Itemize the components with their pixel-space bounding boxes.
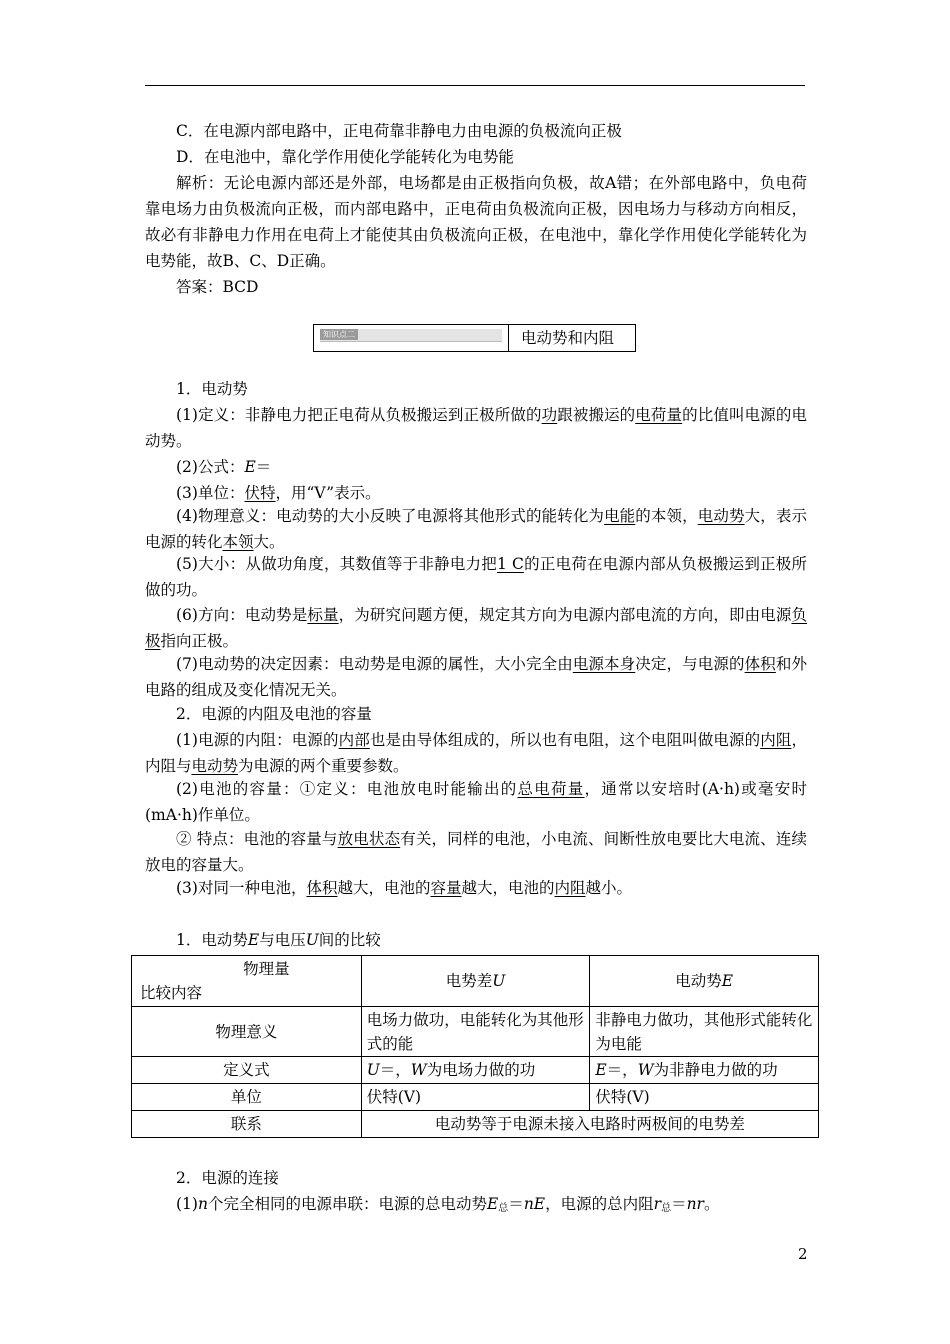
page-number: 2 — [798, 1245, 808, 1263]
cell-formula-u: U＝，W为电场力做的功 — [361, 1057, 590, 1084]
option-c: C．在电源内部电路中，正电荷靠非静电力由电源的负极流向正极 — [176, 122, 622, 140]
row-label-formula: 定义式 — [132, 1057, 362, 1084]
emf-formula: (2)公式：E＝ — [176, 458, 272, 476]
table-row — [132, 1111, 819, 1138]
comparison-table — [131, 955, 819, 1138]
cell-unit-e: 伏特(V) — [590, 1084, 819, 1111]
header-rule — [145, 85, 805, 86]
cell-relation: 电动势等于电源未接入电路时两极间的电势差 — [361, 1111, 818, 1138]
capacity-feature: ② 特点：电池的容量与放电状态有关，同样的电池，小电流、间断性放电要比大电流、连续放电的容量大。 — [145, 830, 807, 874]
emf-direction: (6)方向：电动势是标量，为研究问题方便，规定其方向为电源内部电流的方向，即由电源负极指向正极。 — [145, 606, 807, 650]
col-header-e: 电动势E — [590, 956, 819, 1007]
internal-heading: 2．电源的内阻及电池的容量 — [176, 705, 372, 723]
cell-meaning-e: 非静电力做功，其他形式能转化为电能 — [590, 1007, 819, 1057]
emf-size: (5)大小：从做功角度，其数值等于非静电力把1 C的正电荷在电源内部从负极搬运到正极所做的功。 — [145, 555, 807, 599]
series-connection: (1)n个完全相同的电源串联：电源的总电动势$E_总=nE$，电源的总内阻$r_总=nr$。 — [176, 1195, 720, 1214]
same-type-battery: (3)对同一种电池，体积越大，电池的容量越大，电池的内阻越小。 — [176, 879, 633, 897]
answer: 答案：BCD — [176, 278, 259, 296]
emf-meaning: (4)物理意义：电动势的大小反映了电源将其他形式的能转化为电能的本领，电动势大，表示电源的转化本领大。 — [145, 507, 807, 551]
emf-heading: 1．电动势 — [176, 380, 248, 398]
connection-heading: 2．电源的连接 — [176, 1169, 279, 1187]
cell-unit-u: 伏特(V) — [361, 1084, 590, 1111]
row-label-meaning: 物理意义 — [132, 1007, 362, 1057]
table-row — [132, 1057, 819, 1084]
corner-bottom: 比较内容 — [140, 984, 203, 1002]
comparison-heading: 1．电动势E与电压U间的比较 — [176, 931, 381, 949]
emf-unit: (3)单位：伏特，用“V”表示。 — [176, 484, 381, 502]
section-header-box — [313, 324, 636, 352]
battery-capacity: (2)电池的容量：①定义：电池放电时能输出的总电荷量，通常以安培时(A·h)或毫安时(mA·h)作单位。 — [145, 780, 807, 824]
option-d: D．在电池中，靠化学作用使化学能转化为电势能 — [176, 148, 514, 166]
table-corner-cell — [132, 956, 362, 1007]
row-label-unit: 单位 — [132, 1084, 362, 1111]
section-badge — [320, 329, 502, 342]
corner-top: 物理量 — [243, 960, 290, 978]
analysis-paragraph: 解析：无论电源内部还是外部，电场都是由正极指向负极，故A错；在外部电路中，负电荷靠电场力由负极流向正极，而内部电路中，正电荷由负极流向正极，因电场力与移动方向相反，故必有非静电力作用在电荷上才能使其由负极流向正极，在电池中，靠化学作用使化学能转化为电势能，故B、C、D正确。 — [145, 174, 807, 270]
table-row — [132, 1084, 819, 1111]
cell-meaning-u: 电场力做功，电能转化为其他形式的能 — [361, 1007, 590, 1057]
internal-resistance: (1)电源的内阻：电源的内部也是由导体组成的，所以也有电阻，这个电阻叫做电源的内阻，内阻与电动势为电源的两个重要参数。 — [145, 731, 807, 775]
cell-formula-e: E＝，W为非静电力做的功 — [590, 1057, 819, 1084]
table-header-row — [132, 956, 819, 1007]
section-separator — [508, 325, 509, 351]
section-tag: 知识点二 — [320, 329, 358, 340]
col-header-u: 电势差U — [361, 956, 590, 1007]
section-title: 电动势和内阻 — [521, 329, 615, 347]
emf-definition: (1)定义：非静电力把正电荷从负极搬运到正极所做的功跟被搬运的电荷量的比值叫电源的电动势。 — [145, 406, 807, 450]
table-row — [132, 1007, 819, 1057]
emf-factors: (7)电动势的决定因素：电动势是电源的属性，大小完全由电源本身决定，与电源的体积和外电路的组成及变化情况无关。 — [145, 655, 807, 699]
row-label-relation: 联系 — [132, 1111, 362, 1138]
